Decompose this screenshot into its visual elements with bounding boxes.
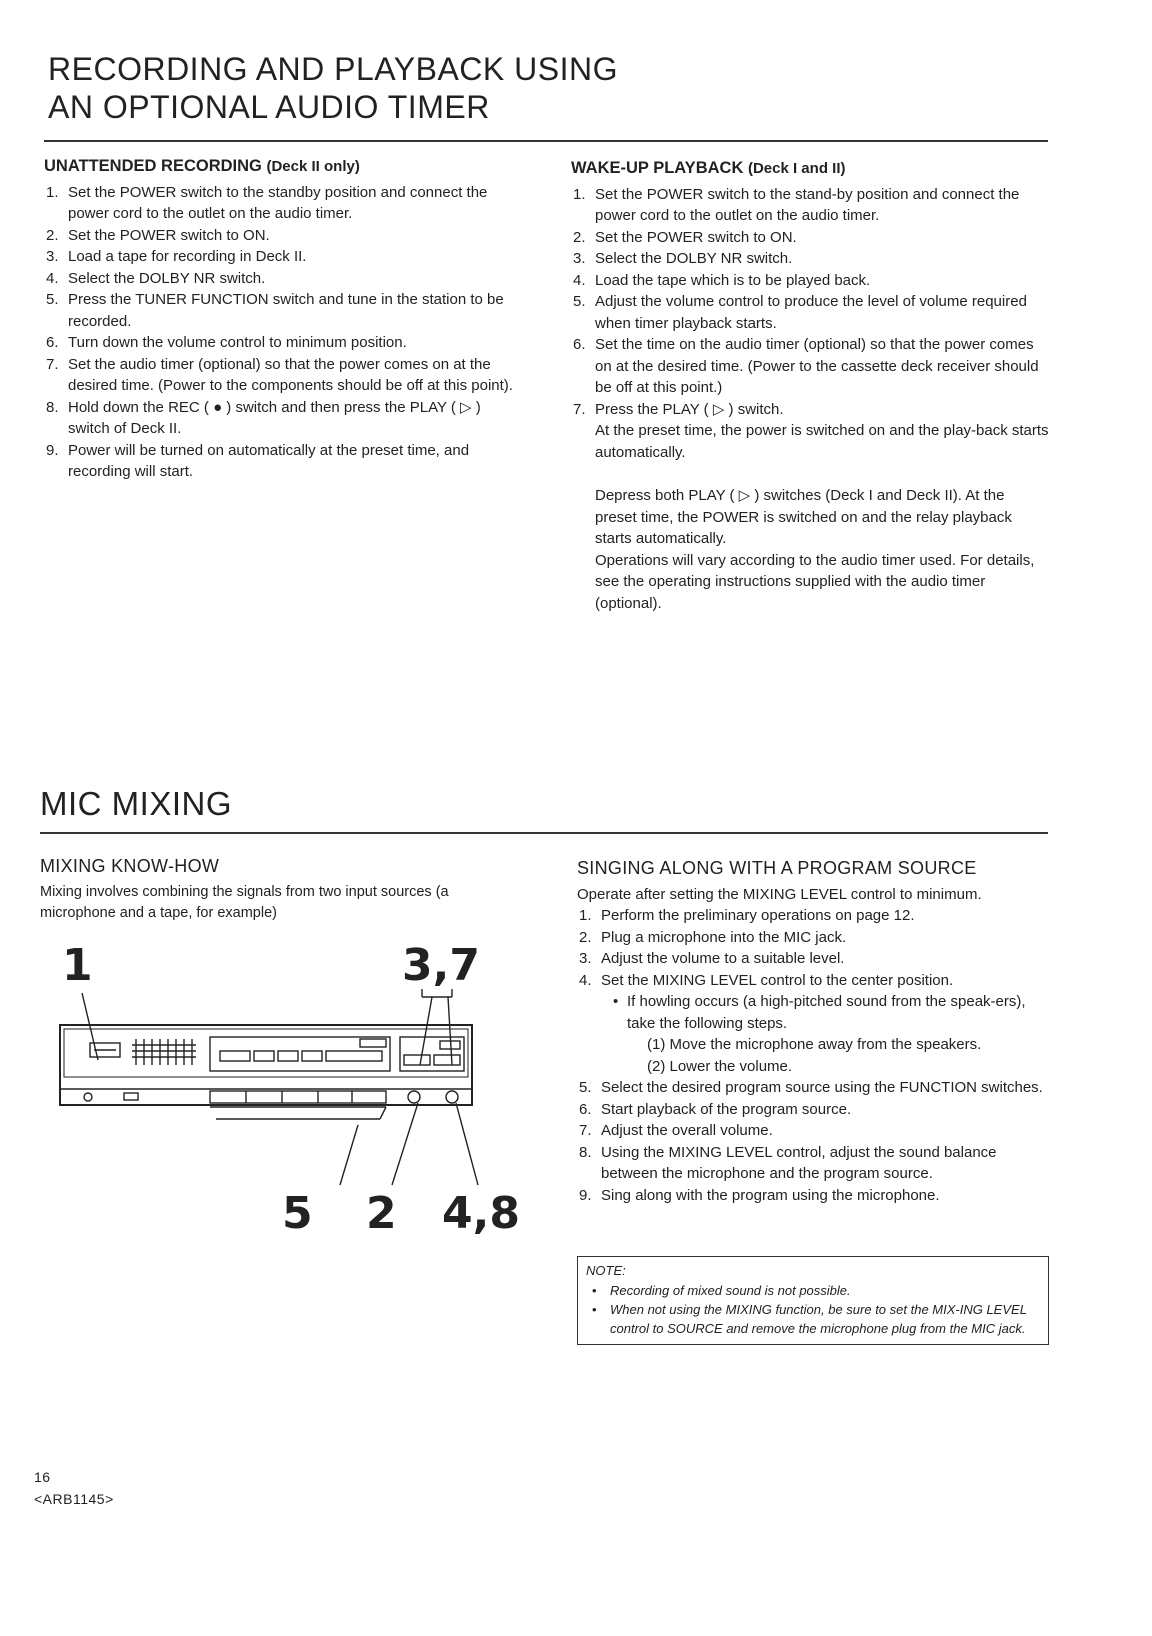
wakeup-steps — [571, 184, 1049, 421]
singing-a-step-4 — [577, 970, 1049, 992]
singing-steps-b — [577, 1077, 1049, 1206]
howling-bullet: • If howling occurs (a high-pitched sound from the speak-ers), take the following steps. — [613, 993, 1026, 1032]
title-line-2: AN OPTIONAL AUDIO TIMER — [48, 89, 490, 125]
step-number: 5. — [46, 291, 59, 308]
step-number: 6. — [573, 336, 586, 353]
unattended-recording-column — [44, 156, 524, 483]
callout-3-7: 3,7 — [402, 940, 480, 991]
step-number: 7. — [579, 1122, 592, 1139]
step-text: Select the DOLBY NR switch. — [595, 250, 793, 267]
singing-a-step-2 — [577, 927, 1049, 949]
mixing-knowhow-column — [40, 856, 520, 925]
unattended-recording-heading: UNATTENDED RECORDING (Deck II only) — [44, 157, 360, 175]
cassette-deck-diagram — [40, 985, 500, 1195]
step-number: 5. — [573, 293, 586, 310]
unattended-steps — [44, 182, 524, 483]
step-text: Power will be turned on automatically at the preset time, and recording will start. — [68, 441, 470, 480]
mixing-knowhow-heading: MIXING KNOW-HOW — [40, 856, 220, 876]
section-rule-2 — [40, 832, 1048, 834]
wakeup-para-operations: Operations will vary according to the audio timer used. For details, see the operating instructions supplied with the audio timer (optional). — [595, 551, 1035, 612]
singing-a-step-1 — [577, 905, 1049, 927]
step-text: Sing along with the program using the microphone. — [601, 1186, 940, 1204]
wakeup-step-4 — [571, 270, 1049, 292]
note-bullet: • — [592, 1283, 597, 1298]
step-number: 7. — [46, 355, 59, 373]
step-text: Perform the preliminary operations on page 12. — [601, 907, 915, 924]
deck-buttons — [400, 1037, 464, 1071]
mic-jack — [408, 1091, 420, 1103]
leader-5 — [340, 1125, 358, 1185]
step-text: Set the audio timer (optional) so that the power comes on at the desired time. (Power to the components should be off at this point). — [68, 355, 513, 394]
callout-1: 1 — [62, 940, 93, 991]
step-number: 9. — [46, 441, 59, 459]
step-text: Adjust the volume to a suitable level. — [601, 950, 845, 967]
step-text: Set the MIXING LEVEL control to the center position. — [601, 971, 954, 989]
howling-step-1: (1) Move the microphone away from the speakers. — [647, 1036, 982, 1053]
step-text: Set the POWER switch to the standby position and connect the power cord to the outlet on the audio timer. — [68, 183, 488, 222]
wakeup-step7-detail: At the preset time, the power is switched on and the play-back starts automatically. — [595, 422, 1049, 461]
step-number: 6. — [579, 1100, 592, 1118]
callout-2: 2 — [366, 1188, 397, 1239]
step-text: Press the PLAY ( ▷ ) switch. — [595, 400, 784, 418]
wakeup-step-7 — [571, 399, 1049, 421]
step-text: Select the desired program source using the FUNCTION switches. — [601, 1079, 1043, 1096]
step-number: 2. — [573, 228, 586, 246]
step-number: 1. — [46, 183, 59, 201]
note-title: NOTE: — [586, 1263, 626, 1278]
step-number: 4. — [46, 269, 59, 287]
unattended-step-3 — [44, 246, 524, 268]
step-number: 8. — [579, 1143, 592, 1161]
singing-along-heading: SINGING ALONG WITH A PROGRAM SOURCE — [577, 858, 977, 878]
step-number: 9. — [579, 1186, 592, 1204]
step-text: Select the DOLBY NR switch. — [68, 269, 266, 287]
singing-b-step-2 — [577, 1099, 1049, 1121]
callout-5: 5 — [282, 1188, 313, 1239]
note-box — [577, 1256, 1049, 1345]
wakeup-step-6 — [571, 334, 1049, 399]
function-switches — [210, 1091, 386, 1103]
singing-along-intro: Operate after setting the MIXING LEVEL control to minimum. — [577, 885, 982, 903]
step-number: 4. — [579, 971, 592, 989]
step-number: 3. — [573, 250, 586, 267]
section-rule-1 — [44, 140, 1048, 142]
step-text: Load a tape for recording in Deck II. — [68, 248, 307, 265]
step-text: Adjust the overall volume. — [601, 1122, 773, 1139]
step-text: Set the POWER switch to the stand-by position and connect the power cord to the outlet on the audio timer. — [595, 185, 1020, 224]
step-number: 2. — [46, 226, 59, 244]
step-number: 4. — [573, 271, 586, 289]
step-text: Start playback of the program source. — [601, 1100, 852, 1118]
wakeup-step-2 — [571, 227, 1049, 249]
note-bullet: • — [592, 1302, 597, 1317]
singing-steps-a — [577, 905, 1049, 991]
leader-4-8 — [456, 1103, 478, 1185]
wakeup-step-5 — [571, 291, 1049, 334]
unattended-step-7 — [44, 354, 524, 397]
step-number: 3. — [579, 950, 592, 967]
singing-b-step-4 — [577, 1142, 1049, 1185]
step-number: 5. — [579, 1079, 592, 1096]
step-text: Using the MIXING LEVEL control, adjust the sound balance between the microphone and the program source. — [601, 1143, 997, 1182]
bullet-dot: • — [613, 993, 619, 1010]
singing-a-step-3 — [577, 948, 1049, 970]
step-text: Set the POWER switch to ON. — [68, 226, 270, 244]
section-title-audio-timer — [48, 50, 618, 126]
step-text: Plug a microphone into the MIC jack. — [601, 928, 847, 946]
wakeup-para-relay: Depress both PLAY ( ▷ ) switches (Deck I and Deck II). At the preset time, the POWER is switched on and the relay playback starts automatically. — [595, 487, 1012, 547]
unattended-step-8 — [44, 397, 524, 440]
unattended-step-1 — [44, 182, 524, 225]
equalizer-sliders — [132, 1039, 196, 1065]
howling-step-2: (2) Lower the volume. — [647, 1057, 793, 1075]
note-item-1: • Recording of mixed sound is not possible. — [592, 1283, 851, 1298]
knob-left — [84, 1093, 92, 1101]
singing-along-column — [577, 858, 1049, 1206]
page-number: 16 — [34, 1469, 51, 1485]
step-text: Set the time on the audio timer (optional) so that the power comes on at the desired time. (Power to the cassette deck receiver should be off at this point.) — [595, 336, 1039, 396]
unattended-step-6 — [44, 332, 524, 354]
wakeup-playback-column — [571, 158, 1049, 614]
singing-b-step-5 — [577, 1185, 1049, 1207]
callout-4-8: 4,8 — [442, 1188, 520, 1239]
step-text: Turn down the volume control to minimum position. — [68, 334, 407, 351]
step-text: Hold down the REC ( ● ) switch and then press the PLAY ( ▷ ) switch of Deck II. — [68, 398, 481, 437]
step-text: Press the TUNER FUNCTION switch and tune in the station to be recorded. — [68, 291, 504, 330]
step-number: 6. — [46, 334, 59, 351]
note-item-2: • When not using the MIXING function, be sure to set the MIX-ING LEVEL control to SOURCE and remove the microphone plug from the MIC jack. — [592, 1302, 1027, 1336]
mixing-knowhow-text: Mixing involves combining the signals from two input sources (a microphone and a tape, for example) — [40, 883, 449, 921]
step-number: 7. — [573, 400, 586, 418]
step-number: 1. — [579, 907, 592, 924]
step-number: 2. — [579, 928, 592, 946]
step-text: Load the tape which is to be played back. — [595, 271, 871, 289]
leader-2 — [392, 1103, 418, 1185]
mixing-level-knob — [446, 1091, 458, 1103]
display-panel — [210, 1037, 390, 1071]
unattended-step-5 — [44, 289, 524, 332]
step-text: Adjust the volume control to produce the level of volume required when timer playback starts. — [595, 293, 1027, 332]
step-number: 8. — [46, 398, 59, 416]
page-footer — [34, 1466, 114, 1510]
unattended-step-9 — [44, 440, 524, 483]
wakeup-step-3 — [571, 248, 1049, 270]
document-code: <ARB1145> — [34, 1491, 114, 1507]
wakeup-step-1 — [571, 184, 1049, 227]
step-number: 3. — [46, 248, 59, 265]
step-number: 1. — [573, 185, 586, 203]
unattended-step-2 — [44, 225, 524, 247]
singing-b-step-1 — [577, 1077, 1049, 1099]
step-text: Set the POWER switch to ON. — [595, 228, 797, 246]
title-line-1: RECORDING AND PLAYBACK USING — [48, 51, 618, 87]
section-title-mic-mixing: MIC MIXING — [40, 785, 232, 822]
wakeup-playback-heading: WAKE-UP PLAYBACK (Deck I and II) — [571, 159, 846, 177]
singing-b-step-3 — [577, 1120, 1049, 1142]
unattended-step-4 — [44, 268, 524, 290]
